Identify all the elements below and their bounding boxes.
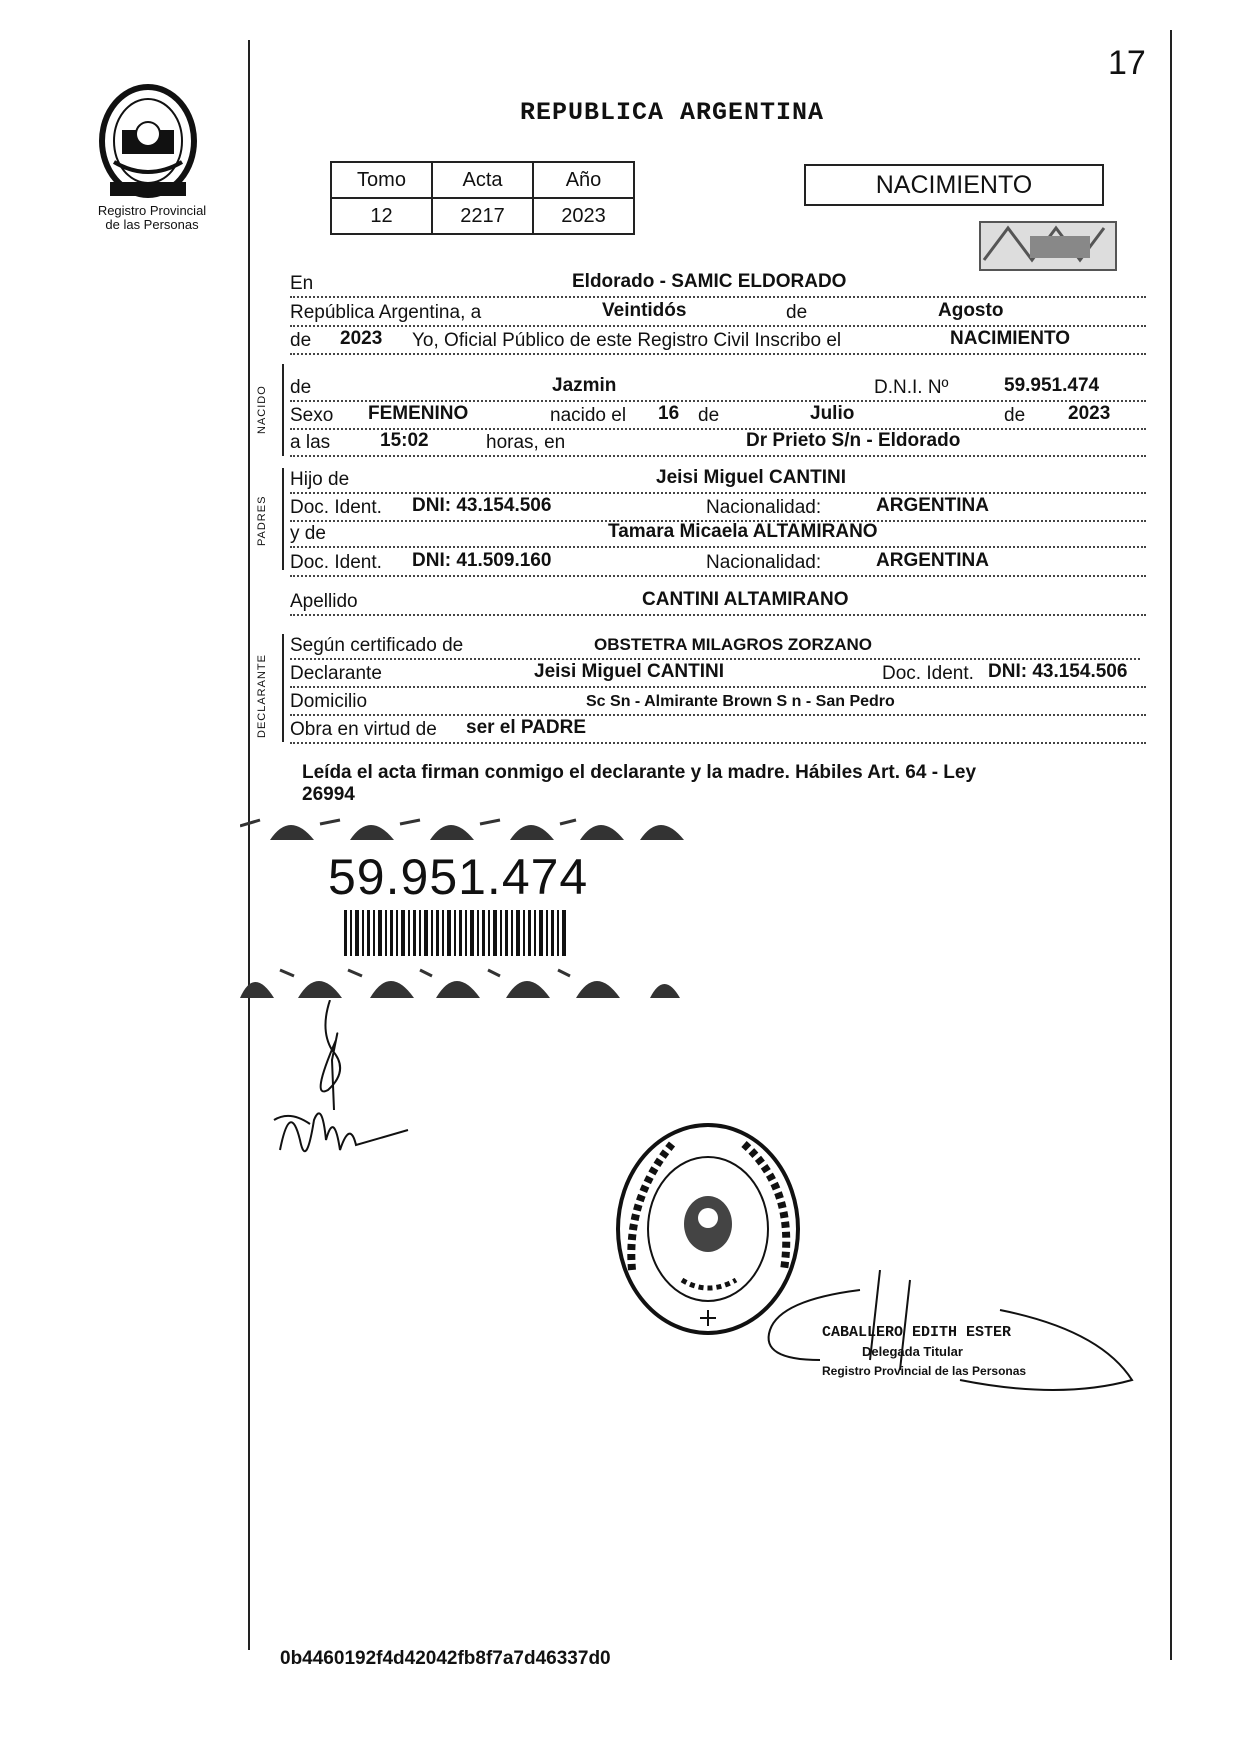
de1-label: de [698, 405, 720, 426]
padres-label: PADRES [256, 495, 268, 546]
obra-value: ser el PADRE [466, 717, 587, 738]
en-label: En [290, 273, 314, 294]
de2-label: de [1004, 405, 1026, 426]
register-value-row [331, 198, 634, 234]
row-nacido-time [290, 427, 1146, 457]
register-value-acta: 2217 [432, 198, 533, 234]
cert-label: Según certificado de [290, 635, 464, 656]
official-role: Delegada Titular [862, 1344, 963, 1359]
father-name-value: Jeisi Miguel CANTINI [656, 467, 847, 488]
row-obra [290, 714, 1146, 744]
birth-month-value: Julio [810, 403, 855, 424]
apellido-value: CANTINI ALTAMIRANO [642, 589, 849, 610]
mother-name-value: Tamara Micaela ALTAMIRANO [608, 521, 878, 542]
register-value-anio: 2023 [533, 198, 634, 234]
mother-doc-value: DNI: 41.509.160 [412, 550, 552, 571]
record-type-box: NACIMIENTO [804, 164, 1104, 206]
mother-nationality-label: Nacionalidad: [706, 552, 822, 573]
father-nationality-label: Nacionalidad: [706, 497, 822, 518]
hijo-de-label: Hijo de [290, 469, 350, 490]
register-header-tomo: Tomo [331, 162, 432, 198]
register-header-anio: Año [533, 162, 634, 198]
official-registry: Registro Provincial de las Personas [822, 1364, 1027, 1378]
act-type-value: NACIMIENTO [950, 328, 1070, 349]
law-text-line1: Leída el acta firman conmigo el declarante y la madre. Hábiles Art. 64 - Ley [302, 762, 977, 783]
birth-day-value: 16 [658, 403, 680, 424]
de-name-label: de [290, 377, 312, 398]
year-label: de [290, 330, 312, 351]
declarante-doc-value: DNI: 43.154.506 [988, 661, 1128, 682]
domicilio-label: Domicilio [290, 691, 368, 712]
row-nacido-name [290, 372, 1146, 402]
logo-caption-line2: de las Personas [105, 217, 199, 232]
logo-caption [72, 204, 232, 232]
security-band-top-icon [240, 806, 690, 846]
logo-caption-line1: Registro Provincial [97, 203, 207, 218]
sexo-value: FEMENINO [368, 403, 469, 424]
domicilio-value: Sc Sn - Almirante Brown S n - San Pedro [586, 693, 895, 710]
row-father [290, 464, 1146, 494]
apellido-label: Apellido [290, 591, 358, 612]
official-name: CABALLERO EDITH ESTER [822, 1324, 1012, 1341]
law-text-line2: 26994 [302, 784, 355, 805]
child-name-value: Jazmin [552, 375, 617, 396]
hora-label: a las [290, 432, 331, 453]
row-mother [290, 518, 1146, 548]
barcode-icon [344, 910, 568, 956]
row-certificate [290, 630, 1140, 660]
obra-label: Obra en virtud de [290, 719, 437, 740]
declarante-bracket [282, 634, 284, 742]
row-declarante [290, 658, 1146, 688]
right-margin-line [1170, 30, 1172, 1660]
nacido-el-label: nacido el [550, 405, 627, 426]
row-place [290, 268, 1146, 298]
declarante-doc-label: Doc. Ident. [882, 663, 974, 684]
security-band-bottom-icon [240, 960, 690, 1000]
padres-bracket [282, 468, 284, 570]
place-value: Eldorado - SAMIC ELDORADO [572, 271, 847, 292]
register-value-tomo: 12 [331, 198, 432, 234]
hora-value: 15:02 [380, 430, 429, 451]
row-mother-doc [290, 547, 1146, 577]
birth-year-value: 2023 [1068, 403, 1111, 424]
row-domicilio [290, 686, 1146, 716]
de-label: de [786, 302, 808, 323]
father-nationality-value: ARGENTINA [876, 495, 989, 516]
nacido-bracket [282, 364, 284, 456]
official-text: Yo, Oficial Público de este Registro Civil Inscribo el [412, 330, 842, 351]
day-words-value: Veintidós [602, 300, 687, 321]
mother-doc-label: Doc. Ident. [290, 552, 382, 573]
security-stamp-icon [978, 220, 1118, 272]
declarante-name-label: Declarante [290, 663, 382, 684]
father-doc-value: DNI: 43.154.506 [412, 495, 552, 516]
certificate-value: OBSTETRA MILAGROS ZORZANO [594, 635, 872, 654]
declarante-name-value: Jeisi Miguel CANTINI [534, 661, 725, 682]
declarante-label: DECLARANTE [256, 654, 268, 738]
row-official [290, 325, 1146, 355]
horas-en-label: horas, en [486, 432, 566, 453]
birth-place-value: Dr Prieto S/n - Eldorado [746, 430, 961, 451]
register-header-acta: Acta [432, 162, 533, 198]
register-table [330, 161, 635, 235]
year-value: 2023 [340, 328, 383, 349]
father-doc-label: Doc. Ident. [290, 497, 382, 518]
child-dni-value: 59.951.474 [1004, 375, 1100, 396]
document-title: REPUBLICA ARGENTINA [520, 98, 825, 127]
page-number: 17 [1108, 44, 1146, 82]
dni-large: 59.951.474 [328, 849, 589, 905]
country-label: República Argentina, a [290, 302, 482, 323]
row-apellido [290, 586, 1146, 616]
mother-nationality-value: ARGENTINA [876, 550, 989, 571]
row-date [290, 297, 1146, 327]
row-nacido-sex [290, 400, 1146, 430]
document-hash: 0b4460192f4d42042fb8f7a7d46337d0 [280, 1648, 611, 1669]
province-emblem-icon [92, 82, 204, 200]
sexo-label: Sexo [290, 405, 334, 426]
declarant-signature [270, 1000, 410, 1180]
dni-label: D.N.I. Nº [874, 377, 949, 398]
month-value: Agosto [938, 300, 1004, 321]
law-text [302, 762, 1142, 806]
register-header-row [331, 162, 634, 198]
y-de-label: y de [290, 523, 326, 544]
nacido-label: NACIDO [256, 385, 268, 434]
